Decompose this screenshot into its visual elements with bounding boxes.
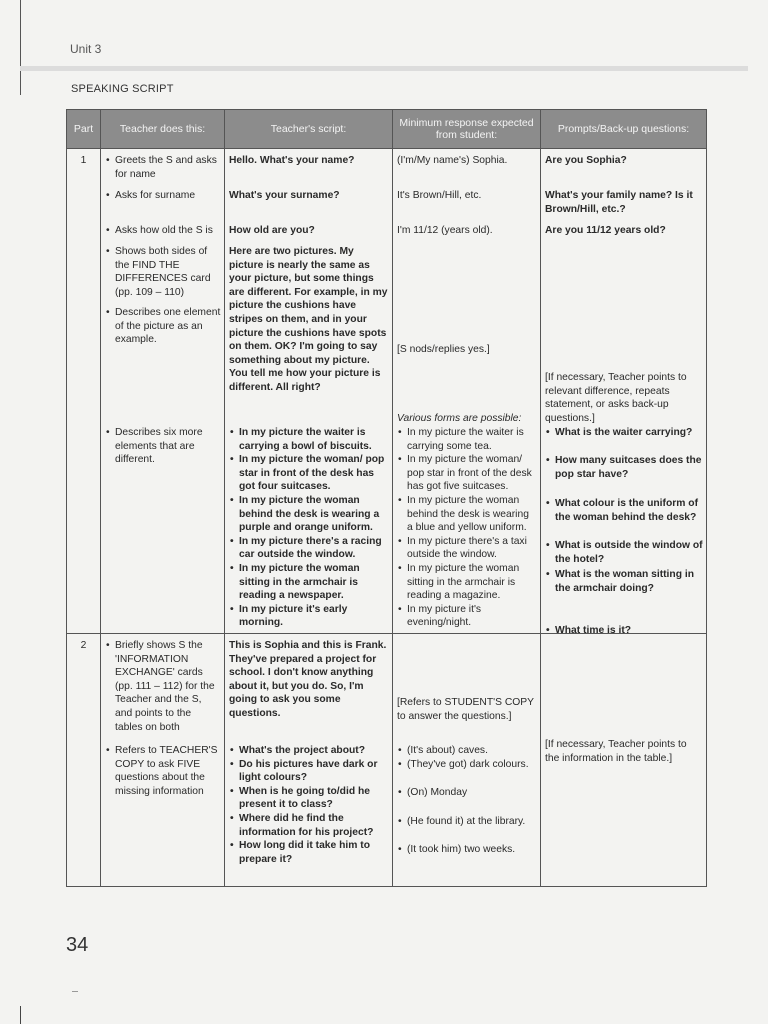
- col-header-part: Part: [67, 110, 101, 149]
- teacher-action: • Shows both sides of the FIND THE DIFFERENCES card (pp. 109 – 110): [105, 245, 221, 299]
- min-response-cell: [393, 634, 541, 887]
- table-header-row: [67, 110, 707, 149]
- teacher-script-cell: [225, 149, 393, 634]
- question-item: • Where did he find the information for his project?: [229, 812, 389, 839]
- response-item: • In my picture it's evening/night.: [397, 603, 537, 630]
- response-note: Various forms are possible:: [397, 413, 522, 424]
- script-list: [229, 426, 389, 630]
- prompt-text: • What colour is the uniform of the woman behind the desk?: [545, 497, 703, 524]
- response-list: [397, 426, 537, 630]
- prompt-item: [545, 454, 703, 481]
- response-item: • In my picture the waiter is carrying some tea.: [397, 426, 537, 453]
- question-item: • Do his pictures have dark or light colours?: [229, 758, 389, 785]
- teacher-action: • Describes six more elements that are different.: [105, 426, 221, 467]
- teacher-action: • Asks how old the S is: [105, 224, 221, 238]
- response-item: • In my picture the woman/ pop star in front of the desk has got five suitcases.: [397, 453, 537, 494]
- answer-item: • (It's about) caves.: [397, 744, 537, 758]
- prompt-note: [If necessary, Teacher points to the information in the table.]: [545, 739, 687, 764]
- unit-label: Unit 3: [70, 42, 102, 56]
- response-item: • In my picture the woman behind the desk is wearing a blue and yellow uniform.: [397, 494, 537, 535]
- response-line: [S nods/replies yes.]: [397, 344, 490, 355]
- col-header-teacher-does: Teacher does this:: [101, 110, 225, 149]
- prompt-line: Are you Sophia?: [545, 155, 627, 166]
- teacher-action: • Describes one element of the picture as an example.: [105, 306, 221, 347]
- response-line: (I'm/My name's) Sophia.: [397, 155, 508, 166]
- section-title: SPEAKING SCRIPT: [71, 83, 174, 95]
- speaking-script-table: [66, 109, 707, 887]
- page-margin-line: [20, 0, 21, 95]
- part-cell: [67, 149, 101, 634]
- answer-item: • (It took him) two weeks.: [397, 843, 537, 857]
- script-line: Here are two pictures. My picture is nearly the same as your picture, but some things are different. For example, in my picture the cushions have stripes on them, and in your picture the cushions have spots on them. OK? I'm going to say something about my picture. You tell me how your picture is different. All right?: [229, 246, 388, 393]
- teacher-action: • Briefly shows S the 'INFORMATION EXCHANGE' cards (pp. 111 – 112) for the Teacher and the S, and points to the tables on both: [105, 639, 221, 734]
- prompts-cell: [541, 634, 707, 887]
- teacher-action: • Refers to TEACHER'S COPY to ask FIVE questions about the missing information: [105, 744, 221, 798]
- script-item: • In my picture the woman sitting in the armchair is reading a newspaper.: [229, 562, 389, 603]
- response-line: It's Brown/Hill, etc.: [397, 190, 482, 201]
- response-item: • In my picture there's a taxi outside the window.: [397, 535, 537, 562]
- script-item: • In my picture the woman behind the desk is wearing a purple and orange uniform.: [229, 494, 389, 535]
- prompt-text: • How many suitcases does the pop star have?: [545, 454, 703, 481]
- script-line: This is Sophia and this is Frank. They've prepared a project for school. I don't know anything about it, but you do. So, I'm going to ask you some questions.: [229, 640, 387, 719]
- footer-dash: [72, 991, 78, 992]
- script-line: What's your surname?: [229, 190, 340, 201]
- page-number: 34: [66, 934, 89, 956]
- part-cell: [67, 634, 101, 887]
- prompt-text: • What is outside the window of the hotel?: [545, 539, 703, 566]
- script-item: • In my picture the woman/ pop star in front of the desk has got four suitcases.: [229, 453, 389, 494]
- response-item: • In my picture the woman sitting in the armchair is reading a magazine.: [397, 562, 537, 603]
- part-number: 1: [80, 155, 87, 166]
- prompts-cell: [541, 149, 707, 634]
- table-row: [67, 149, 707, 634]
- script-line: Hello. What's your name?: [229, 155, 355, 166]
- teacher-action: • Asks for surname: [105, 189, 221, 203]
- question-list: [229, 744, 389, 866]
- col-header-min-response: Minimum response expected from student:: [393, 110, 541, 149]
- script-line: How old are you?: [229, 225, 315, 236]
- prompt-note: [If necessary, Teacher points to relevant difference, repeats statement, or asks back-up questions.]: [545, 372, 687, 424]
- answer-item: • (On) Monday: [397, 786, 537, 800]
- answer-item: • (He found it) at the library.: [397, 815, 537, 829]
- question-item: • When is he going to/did he present it to class?: [229, 785, 389, 812]
- header-rule: [20, 66, 748, 71]
- prompt-text: • What time is it?: [545, 624, 703, 638]
- script-item: • In my picture it's early morning.: [229, 603, 389, 630]
- teacher-script-cell: [225, 634, 393, 887]
- col-header-prompts: Prompts/Back-up questions:: [541, 110, 707, 149]
- teacher-does-cell: [101, 149, 225, 634]
- prompt-text: • What is the waiter carrying?: [545, 426, 703, 440]
- question-item: • What's the project about?: [229, 744, 389, 758]
- teacher-does-cell: [101, 634, 225, 887]
- prompt-item: [545, 426, 703, 440]
- teacher-action: • Greets the S and asks for name: [105, 154, 221, 181]
- min-response-cell: [393, 149, 541, 634]
- script-item: • In my picture there's a racing car outside the window.: [229, 535, 389, 562]
- page-margin-line-bottom: [20, 1006, 21, 1024]
- prompt-item: [545, 568, 703, 595]
- prompt-item: [545, 497, 703, 524]
- prompt-item: [545, 539, 703, 566]
- response-line: [Refers to STUDENT'S COPY to answer the questions.]: [397, 697, 534, 722]
- prompt-line: What's your family name? Is it Brown/Hill, etc.?: [545, 190, 693, 215]
- prompt-text: • What is the woman sitting in the armchair doing?: [545, 568, 703, 595]
- prompt-line: Are you 11/12 years old?: [545, 225, 666, 236]
- col-header-teacher-script: Teacher's script:: [225, 110, 393, 149]
- response-line: I'm 11/12 (years old).: [397, 225, 493, 236]
- answer-item: • (They've got) dark colours.: [397, 758, 537, 772]
- question-item: • How long did it take him to prepare it?: [229, 839, 389, 866]
- part-number: 2: [80, 640, 87, 651]
- script-item: • In my picture the waiter is carrying a bowl of biscuits.: [229, 426, 389, 453]
- table-row: [67, 634, 707, 887]
